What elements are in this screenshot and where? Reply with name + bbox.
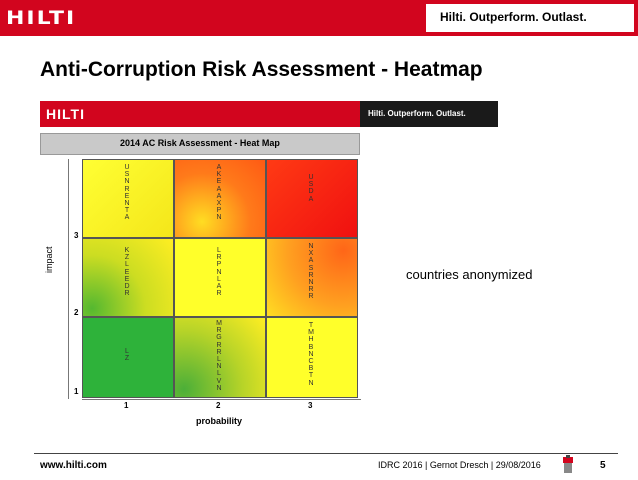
heatmap-grid (82, 159, 361, 398)
cell-countries: U S N R E N T A (124, 164, 130, 222)
footer-url: www.hilti.com (40, 460, 107, 471)
cell-impact3-prob3 (266, 159, 358, 238)
cell-countries: L Z (124, 348, 130, 363)
footer-info: IDRC 2016 | Gernot Dresch | 29/08/2016 (378, 460, 541, 470)
cell-countries: K Z L E E D R (124, 247, 130, 298)
cell-countries: A K E A A X P N (216, 164, 222, 222)
heatmap-image (40, 101, 360, 429)
y-tick-2: 2 (74, 308, 79, 317)
y-tick-1: 1 (74, 387, 79, 396)
cell-impact1-prob3 (266, 317, 358, 398)
heatmap-title: 2014 AC Risk Assessment - Heat Map (120, 138, 280, 148)
tool-icon (561, 455, 575, 475)
heatmap-slogan: Hilti. Outperform. Outlast. (368, 109, 466, 118)
cell-impact1-prob1 (82, 317, 174, 398)
hilti-logo: HILTI (6, 7, 77, 30)
cell-countries: N X A S R N R R (308, 243, 314, 301)
cell-countries: M R G R R L N L V N (216, 320, 222, 392)
x-tick-3: 3 (308, 401, 313, 410)
cell-impact3-prob1 (82, 159, 174, 238)
x-tick-2: 2 (216, 401, 221, 410)
x-axis-label: probability (196, 416, 243, 426)
heatmap-logo: HILTI (46, 106, 85, 122)
cell-countries: T M H B N C B T N (308, 322, 314, 387)
slide-title: Anti-Corruption Risk Assessment - Heatmap (40, 58, 483, 81)
y-axis-label: impact (44, 246, 54, 273)
cell-countries: U S D A (308, 174, 314, 203)
x-tick-1: 1 (124, 401, 129, 410)
heatmap-header-bar (40, 101, 360, 127)
cell-countries: L R P N L A R (216, 247, 222, 298)
x-axis-line (82, 399, 361, 400)
slogan-text: Hilti. Outperform. Outlast. (440, 10, 587, 24)
cell-impact2-prob2 (174, 238, 266, 317)
footer-divider (34, 453, 618, 454)
page-number: 5 (600, 460, 606, 471)
y-axis-line (68, 159, 69, 399)
cell-impact2-prob1 (82, 238, 174, 317)
cell-impact3-prob2 (174, 159, 266, 238)
y-tick-3: 3 (74, 231, 79, 240)
anonymized-note: countries anonymized (406, 267, 533, 282)
cell-impact1-prob2 (174, 317, 266, 398)
cell-impact2-prob3 (266, 238, 358, 317)
